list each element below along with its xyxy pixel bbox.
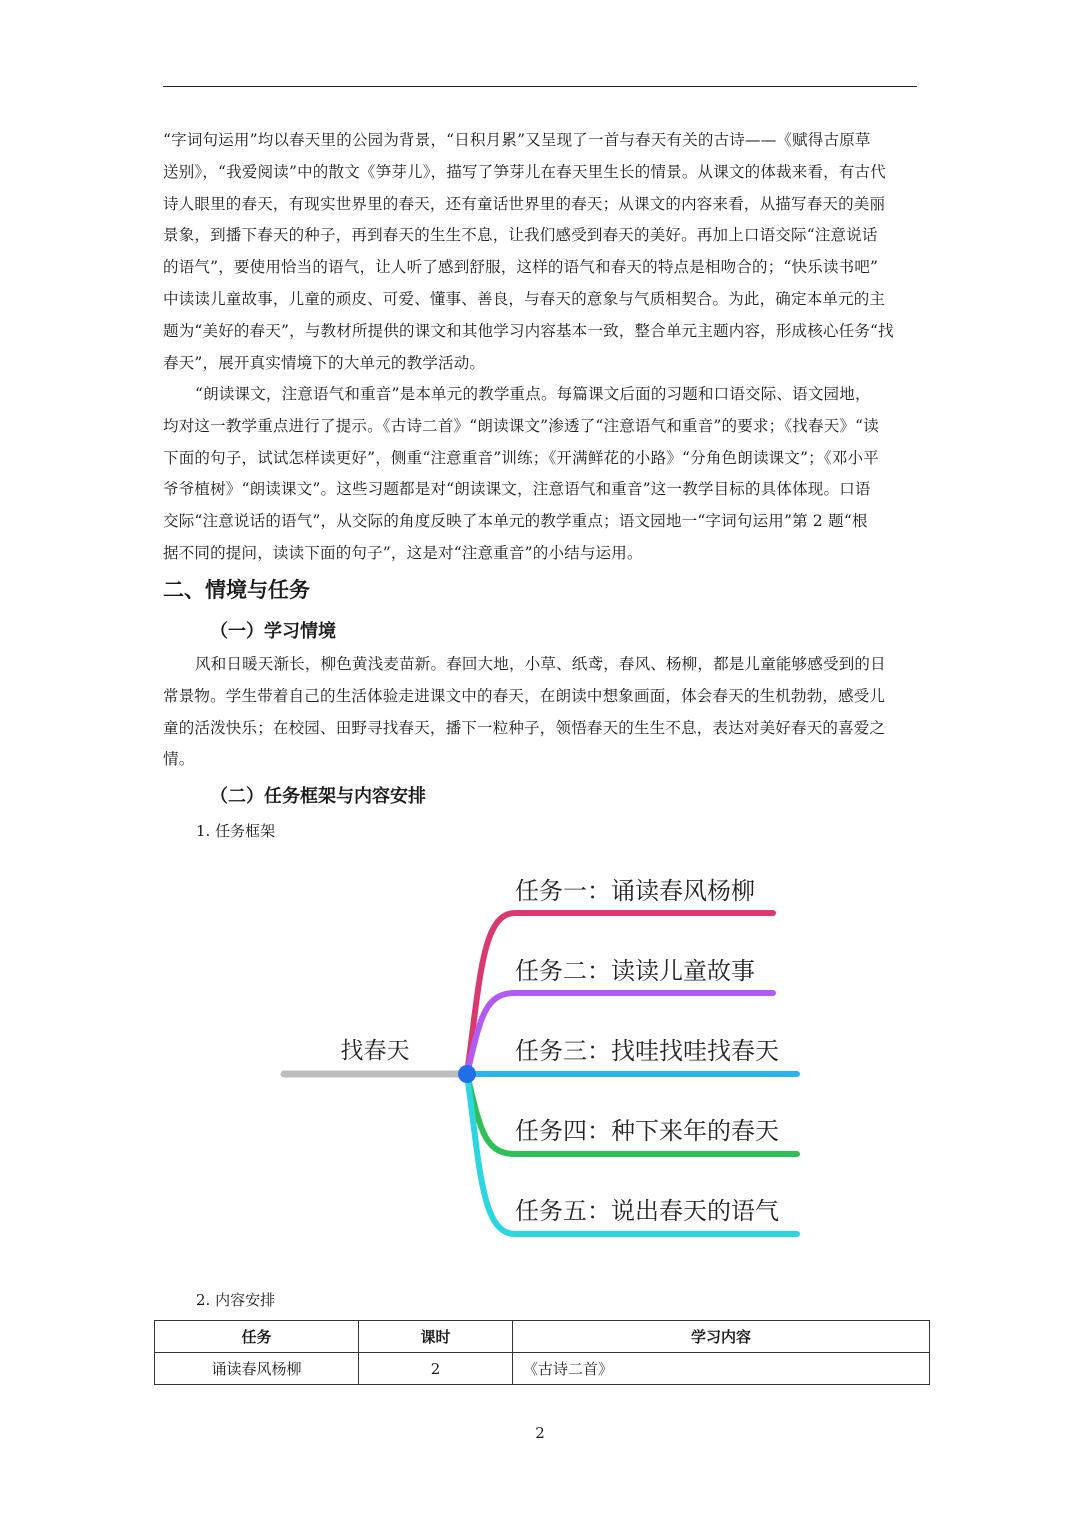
text-line: 题为“美好的春天”，与教材所提供的课文和其他学习内容基本一致，整合单元主题内容，形成核心任务“找 [163,321,894,340]
table-row [155,1353,930,1385]
text-line: 据不同的提问，读读下面的句子”，这是对“注意重音”的小结与运用。 [163,543,643,562]
table-header: 学习内容 [513,1321,930,1353]
text-line: 下面的句子，试试怎样读更好”，侧重“注意重音”训练；《开满鲜花的小路》“分角色朗读课文”；《邓小平 [163,448,879,467]
table-header-row [155,1321,930,1353]
text-line: 情。 [163,750,195,769]
content-table [154,1320,930,1385]
page-number: 2 [535,1424,545,1442]
mindmap-task-label: 任务二：读读儿童故事 [515,957,755,985]
subitem-content-arrangement: 2. 内容安排 [196,1291,276,1309]
mindmap-task-label: 任务五：说出春天的语气 [515,1197,779,1225]
mindmap-task-label: 任务一：诵读春风杨柳 [515,877,755,905]
table-header: 课时 [359,1321,513,1353]
table-cell: 《古诗二首》 [513,1353,930,1385]
text-line: 童的活泼快乐；在校园、田野寻找春天，播下一粒种子，领悟春天的生生不息，表达对美好春天的喜爱之 [163,718,886,737]
text-line: 诗人眼里的春天，有现实世界里的春天，还有童话世界里的春天；从课文的内容来看，从描写春天的美丽 [163,194,886,213]
paragraph-3 [163,649,917,776]
mindmap-task-label: 任务三：找哇找哇找春天 [515,1037,779,1065]
paragraph-2 [163,379,917,570]
mindmap-task-label: 任务四：种下来年的春天 [515,1117,779,1145]
subsection-heading-task-framework: （二）任务框架与内容安排 [210,786,426,807]
mindmap-center-node [458,1065,476,1083]
text-line: 景象，到播下春天的种子，再到春天的生生不息，让我们感受到春天的美好。再加上口语交际“注意说话 [163,226,878,245]
text-line: 中读读儿童故事，儿童的顽皮、可爱、懂事、善良，与春天的意象与气质相契合。为此，确定本单元的主 [163,289,886,308]
text-line: 风和日暖天渐长，柳色黄浅麦苗新。春回大地，小草、纸鸢，春风、杨柳，都是儿童能够感受到的日 [195,655,886,673]
text-line: “朗读课文，注意语气和重音”是本单元的教学重点。每篇课文后面的习题和口语交际、语文园地， [195,385,871,403]
table-cell: 诵读春风杨柳 [155,1353,359,1385]
paragraph-1 [163,125,917,379]
subsection-heading-learning-context: （一）学习情境 [210,621,336,642]
text-line: 爷爷植树》“朗读课文”。这些习题都是对“朗读课文，注意语气和重音”这一教学目标的具体体现。口语 [163,480,871,499]
mindmap-root-label: 找春天 [340,1038,410,1064]
table-cell: 2 [359,1353,513,1385]
text-line: 常景物。学生带着自己的生活体验走进课文中的春天，在朗读中想象画面，体会春天的生机勃勃，感受儿 [163,686,886,705]
section-heading: 二、情境与任务 [163,578,310,602]
header-rule [163,86,917,87]
text-line: 的语气”，要使用恰当的语气，让人听了感到舒服，这样的语气和春天的特点是相吻合的；“快乐读书吧” [163,258,879,277]
table-header: 任务 [155,1321,359,1353]
task-mindmap [270,860,810,1250]
text-line: 均对这一教学重点进行了提示。《古诗二首》“朗读课文”渗透了“注意语气和重音”的要求；《找春天》“读 [163,416,879,435]
subitem-task-framework: 1. 任务框架 [196,822,276,840]
text-line: 送别》，“我爱阅读”中的散文《笋芽儿》，描写了笋芽儿在春天里生长的情景。从课文的体裁来看，有古代 [163,162,886,181]
text-line: “字词句运用”均以春天里的公园为背景，“日积月累”又呈现了一首与春天有关的古诗——《赋得古原草 [163,131,871,149]
text-line: 春天”，展开真实情境下的大单元的教学活动。 [163,353,486,372]
text-line: 交际“注意说话的语气”，从交际的角度反映了本单元的教学重点；语文园地一“字词句运用”第 2 题“根 [163,512,868,531]
